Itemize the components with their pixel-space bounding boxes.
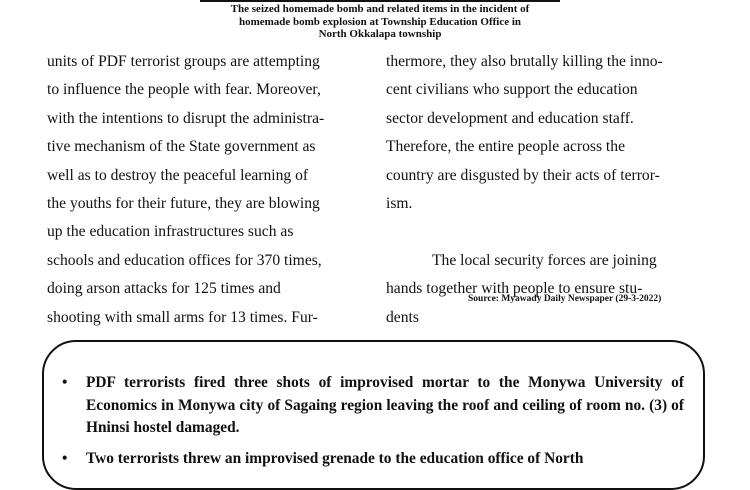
text-line: Therefore, the entire people across the <box>386 138 625 156</box>
incident-list <box>62 372 684 478</box>
bullet-icon: • <box>62 449 68 467</box>
paragraph-gap <box>386 218 702 246</box>
photo-caption <box>170 3 590 41</box>
text-line: doing arson attacks for 125 times and <box>47 280 281 298</box>
text-line: schools and education offices for 370 times, <box>47 251 322 269</box>
text-line: shooting with small arms for 13 times. Fur- <box>47 308 318 326</box>
caption-line: North Okkalapa township <box>318 28 442 40</box>
text-line: hands together with people to ensure stu- <box>386 280 643 298</box>
article-right-column <box>386 48 702 332</box>
text-line: sector development and education staff. <box>386 109 634 127</box>
text-line: country are disgusted by their acts of terror- <box>386 166 660 184</box>
text-line: to influence the people with fear. Moreover, <box>47 81 321 99</box>
source-credit: Source: Myawady Daily Newspaper (29-3-2022) <box>468 294 662 304</box>
list-item <box>62 372 684 440</box>
caption-line: homemade bomb explosion at Township Education Office in <box>238 15 522 28</box>
text-line: cent civilians who support the education <box>386 81 638 99</box>
text-line: ism. <box>386 195 413 213</box>
text-line: units of PDF terrorist groups are attempting <box>47 53 320 70</box>
list-item-text: PDF terrorists fired three shots of improvised mortar to the Monywa University of Economics in Monywa city of Sagaing region leaving the roof and ceiling of room no. (3) of Hninsi hostel damaged. <box>86 374 684 436</box>
text-line: thermore, they also brutally killing the inno- <box>386 53 663 70</box>
text-line: The local security forces are joining <box>432 251 657 269</box>
list-item <box>62 448 684 471</box>
text-line: tive mechanism of the State government as <box>47 138 316 156</box>
text-line: dents <box>386 308 419 326</box>
text-line: the youths for their future, they are blowing <box>47 195 320 213</box>
caption-top-rule <box>200 0 560 2</box>
text-line: with the intentions to disrupt the administra- <box>47 109 325 127</box>
text-line: well as to destroy the peaceful learning of <box>47 166 309 184</box>
text-line: up the education infrastructures such as <box>47 223 294 241</box>
bullet-icon: • <box>62 374 68 391</box>
article-left-column <box>47 48 363 332</box>
caption-line: The seized homemade bomb and related items in the incident of <box>230 3 530 15</box>
list-item-text: Two terrorists threw an improvised grenade to the education office of North <box>86 449 584 467</box>
